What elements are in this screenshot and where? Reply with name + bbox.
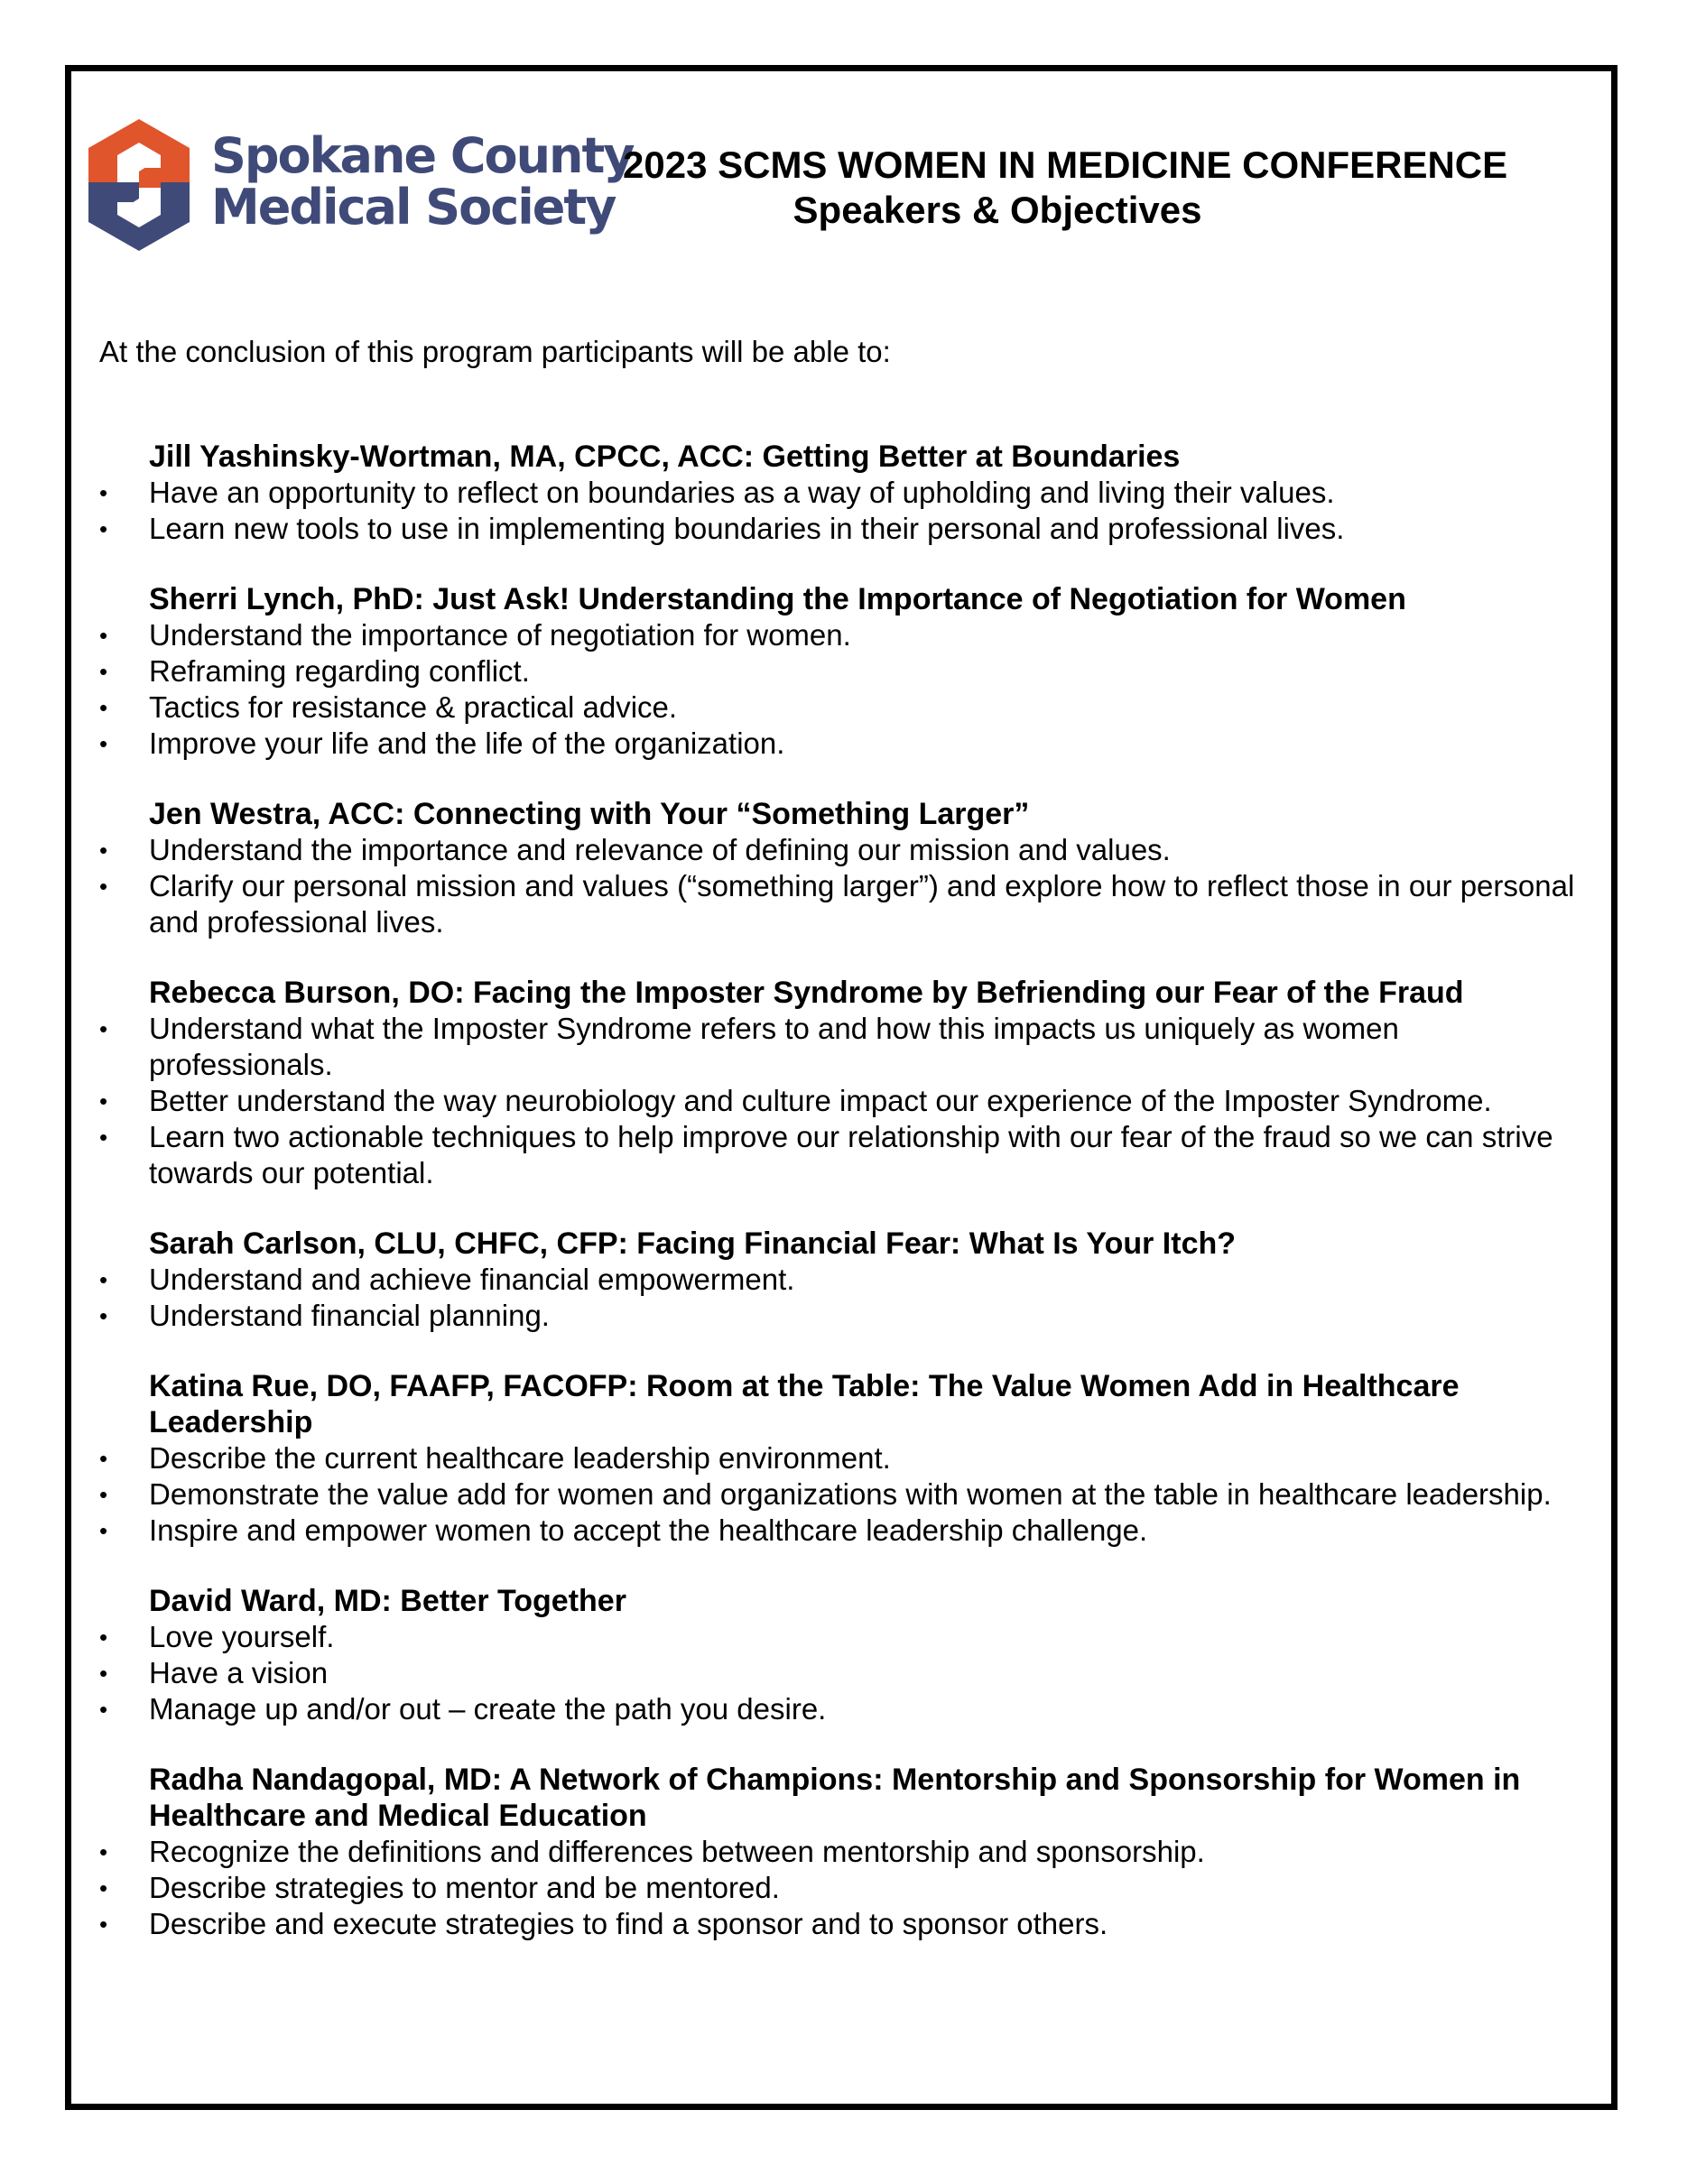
speaker-section	[99, 975, 1589, 1191]
bullet-icon: •	[99, 1838, 108, 1865]
org-name-line2: Medical Society	[211, 179, 616, 236]
objectives-list	[99, 1440, 1589, 1549]
objectives-list	[99, 1834, 1589, 1942]
objective-item	[99, 1870, 1589, 1906]
bullet-icon: •	[99, 1660, 108, 1687]
bullet-icon: •	[99, 1445, 108, 1472]
objective-item	[99, 726, 1589, 762]
objectives-list	[99, 475, 1589, 547]
bullet-icon: •	[99, 1624, 108, 1651]
speaker-title: Radha Nandagopal, MD: A Network of Champions: Mentorship and Sponsorship for Women in Healthcare and Medical Education	[149, 1763, 1521, 1833]
objectives-list	[99, 1619, 1589, 1727]
objective-item	[99, 1655, 1589, 1691]
speaker-title: Jen Westra, ACC: Connecting with Your “Something Larger”	[149, 797, 1030, 831]
objective-text: Describe strategies to mentor and be mentored.	[149, 1871, 780, 1904]
objective-item	[99, 1691, 1589, 1727]
bullet-icon: •	[99, 1911, 108, 1938]
bullet-icon: •	[99, 515, 108, 542]
objective-item	[99, 1083, 1589, 1119]
speaker-title: Katina Rue, DO, FAAFP, FACOFP: Room at the Table: The Value Women Add in Healthcare Leadership	[149, 1369, 1460, 1439]
society-logo-icon	[85, 116, 193, 254]
speaker-section	[99, 1583, 1589, 1727]
objective-text: Manage up and/or out – create the path you desire.	[149, 1692, 827, 1726]
conference-title: 2023 SCMS WOMEN IN MEDICINE CONFERENCE	[623, 143, 1508, 186]
objective-text: Better understand the way neurobiology and culture impact our experience of the Imposter Syndrome.	[149, 1084, 1492, 1117]
objective-text: Improve your life and the life of the organization.	[149, 726, 785, 760]
objective-item	[99, 1440, 1589, 1476]
objective-text: Learn two actionable techniques to help improve our relationship with our fear of the fraud so we can strive towards our potential.	[149, 1120, 1553, 1189]
objective-text: Inspire and empower women to accept the healthcare leadership challenge.	[149, 1513, 1148, 1547]
objective-text: Love yourself.	[149, 1620, 335, 1653]
bullet-icon: •	[99, 1696, 108, 1723]
objective-text: Learn new tools to use in implementing boundaries in their personal and professional lives.	[149, 512, 1345, 545]
objective-text: Have an opportunity to reflect on boundaries as a way of upholding and living their values.	[149, 476, 1335, 509]
bullet-icon: •	[99, 1087, 108, 1115]
bullet-icon: •	[99, 837, 108, 864]
objective-item	[99, 511, 1589, 547]
speaker-title: Sarah Carlson, CLU, CHFC, CFP: Facing Financial Fear: What Is Your Itch?	[149, 1226, 1237, 1261]
objective-item	[99, 1906, 1589, 1942]
objective-item	[99, 475, 1589, 511]
bullet-icon: •	[99, 658, 108, 685]
objective-text: Recognize the definitions and differences between mentorship and sponsorship.	[149, 1835, 1205, 1868]
objective-text: Reframing regarding conflict.	[149, 654, 530, 688]
speaker-title: Sherri Lynch, PhD: Just Ask! Understanding the Importance of Negotiation for Women	[149, 582, 1406, 616]
objective-item	[99, 1476, 1589, 1513]
objectives-list	[99, 617, 1589, 762]
organization-name	[211, 127, 634, 236]
objective-text: Understand the importance and relevance of defining our mission and values.	[149, 833, 1171, 866]
objective-item	[99, 1298, 1589, 1334]
bullet-icon: •	[99, 694, 108, 721]
objective-item	[99, 653, 1589, 689]
objective-text: Understand and achieve financial empowerment.	[149, 1263, 795, 1296]
speaker-section	[99, 1762, 1589, 1942]
bullet-icon: •	[99, 1874, 108, 1902]
speaker-title: Jill Yashinsky-Wortman, MA, CPCC, ACC: Getting Better at Boundaries	[149, 440, 1181, 474]
intro-text: At the conclusion of this program participants will be able to:	[99, 335, 891, 368]
objective-text: Describe the current healthcare leadership environment.	[149, 1441, 891, 1475]
objective-item	[99, 1011, 1589, 1083]
objective-item	[99, 689, 1589, 726]
bullet-icon: •	[99, 1481, 108, 1508]
objective-item	[99, 1262, 1589, 1298]
objective-text: Understand the importance of negotiation for women.	[149, 618, 851, 652]
speaker-title: David Ward, MD: Better Together	[149, 1584, 626, 1618]
objective-item	[99, 1834, 1589, 1870]
objective-text: Tactics for resistance & practical advice.	[149, 690, 678, 724]
speaker-section	[99, 1226, 1589, 1334]
objective-text: Have a vision	[149, 1656, 329, 1689]
bullet-icon: •	[99, 1266, 108, 1293]
bullet-icon: •	[99, 479, 108, 506]
objective-item	[99, 868, 1589, 940]
bullet-icon: •	[99, 1517, 108, 1544]
speaker-section	[99, 581, 1589, 762]
objective-text: Demonstrate the value add for women and organizations with women at the table in healthcare leadership.	[149, 1477, 1552, 1511]
objective-text: Clarify our personal mission and values (“something larger”) and explore how to reflect those in our personal and professional lives.	[149, 869, 1575, 939]
bullet-icon: •	[99, 1302, 108, 1329]
objective-item	[99, 1119, 1589, 1191]
objective-item	[99, 617, 1589, 653]
speaker-section	[99, 439, 1589, 547]
objective-item	[99, 1619, 1589, 1655]
speaker-section	[99, 1368, 1589, 1549]
objectives-list	[99, 1011, 1589, 1191]
conference-subtitle: Speakers & Objectives	[793, 189, 1202, 231]
org-name-line1: Spokane County	[211, 127, 634, 184]
bullet-icon: •	[99, 1015, 108, 1042]
bullet-icon: •	[99, 622, 108, 649]
objective-item	[99, 1513, 1589, 1549]
objective-text: Understand what the Imposter Syndrome refers to and how this impacts us uniquely as women professionals.	[149, 1012, 1399, 1081]
speaker-sections	[99, 439, 1589, 1976]
objective-item	[99, 832, 1589, 868]
objectives-list	[99, 1262, 1589, 1334]
bullet-icon: •	[99, 873, 108, 900]
objective-text: Understand financial planning.	[149, 1299, 550, 1332]
objectives-list	[99, 832, 1589, 940]
bullet-icon: •	[99, 1124, 108, 1151]
bullet-icon: •	[99, 730, 108, 757]
objective-text: Describe and execute strategies to find a sponsor and to sponsor others.	[149, 1907, 1108, 1940]
speaker-title: Rebecca Burson, DO: Facing the Imposter Syndrome by Befriending our Fear of the Fraud	[149, 976, 1464, 1010]
speaker-section	[99, 796, 1589, 940]
